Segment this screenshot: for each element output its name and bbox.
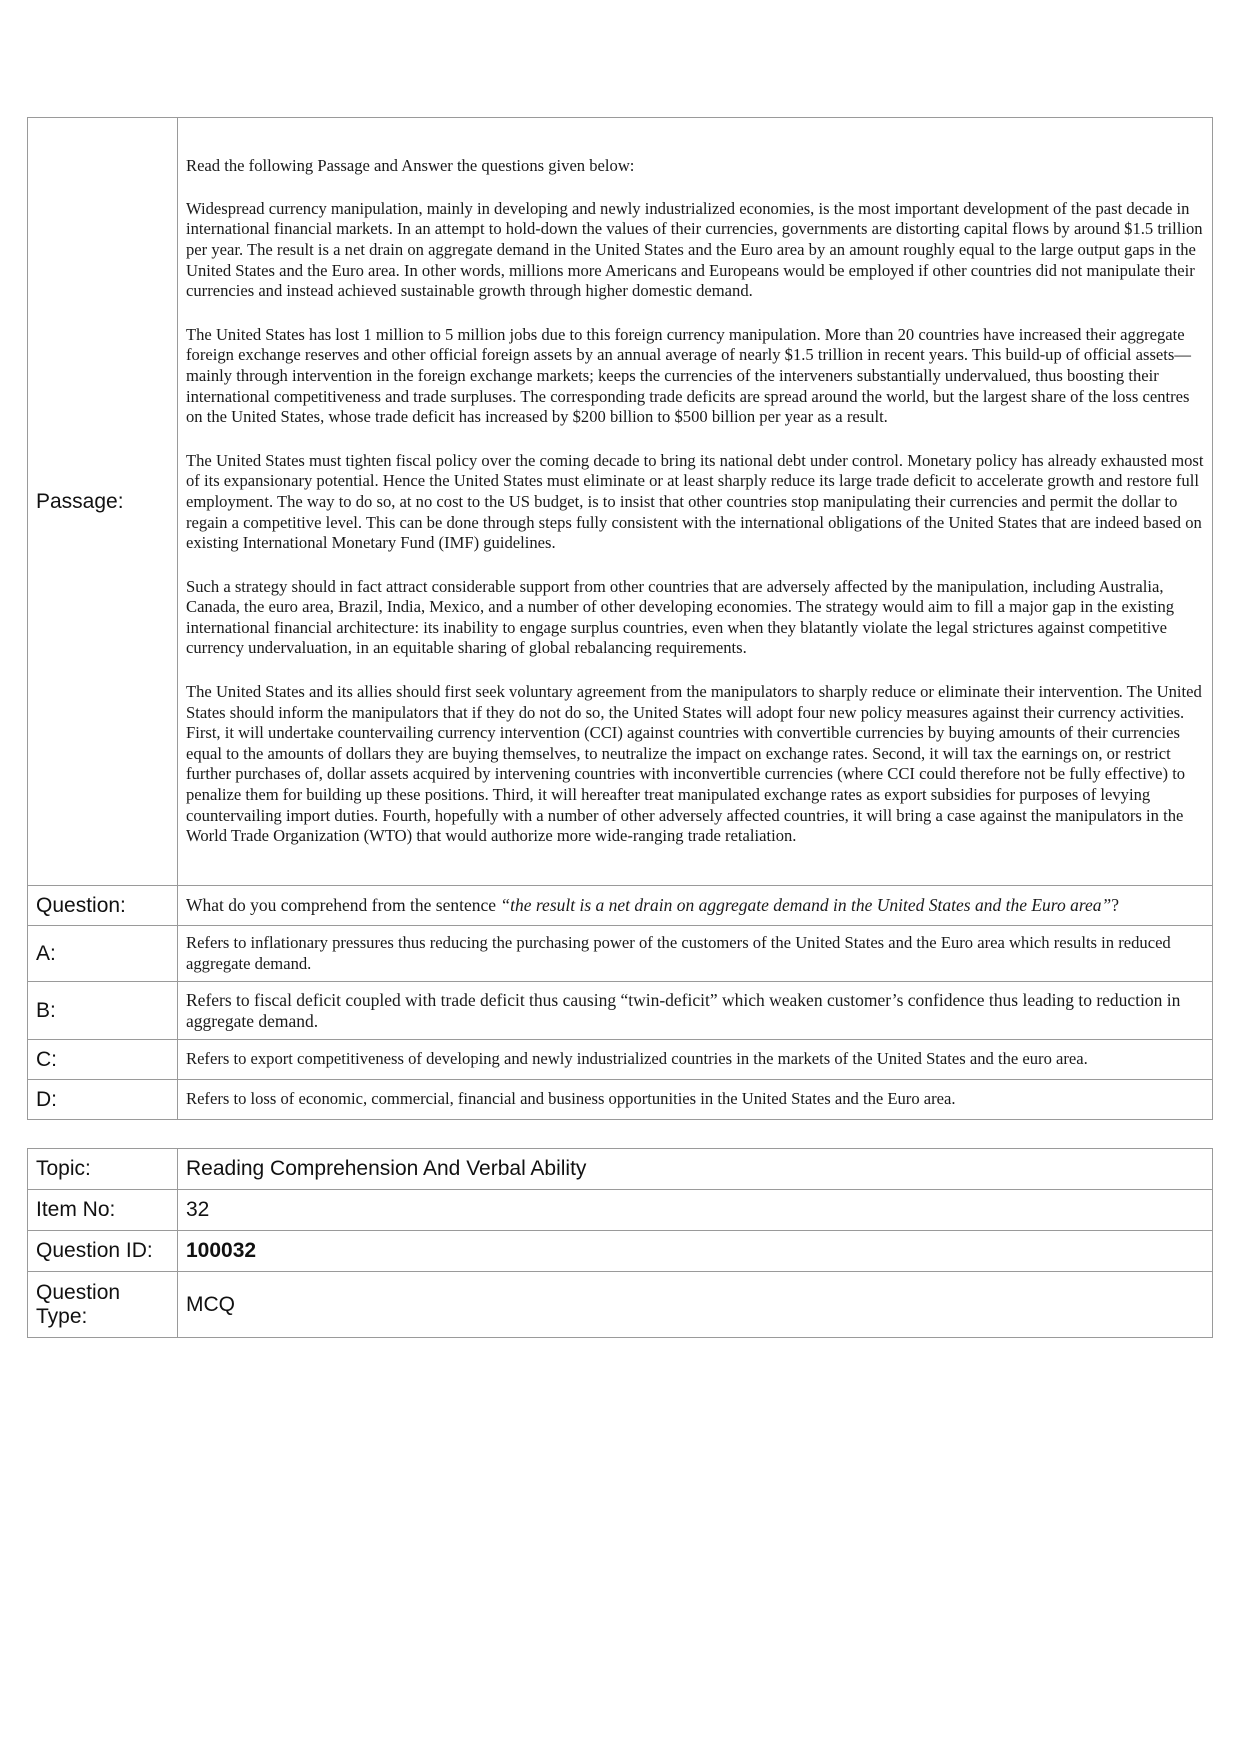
option-row-a [28,926,1213,982]
question-suffix: ? [1111,895,1120,916]
option-row-c [28,1040,1213,1080]
question-label: Question: [28,886,178,926]
option-b-label: B: [28,982,178,1040]
passage-content [178,118,1213,886]
passage-label: Passage: [28,118,178,886]
option-d-text[interactable]: Refers to loss of economic, commercial, financial and business opportunities in the United States and the Euro area. [178,1080,1213,1120]
question-id-row [28,1231,1213,1272]
topic-label: Topic: [28,1149,178,1190]
question-table [27,117,1213,1120]
meta-table [27,1148,1213,1338]
question-type-label: Question Type: [28,1272,178,1338]
question-quote: “the result is a net drain on aggregate demand in the United States and the Euro area” [500,895,1112,916]
passage-row [28,118,1213,886]
option-row-b [28,982,1213,1040]
topic-row [28,1149,1213,1190]
passage-intro: Read the following Passage and Answer the questions given below: [186,156,635,176]
passage-paragraph: The United States has lost 1 million to 5 million jobs due to this foreign currency manipulation. More than 20 countries have increased their aggregate foreign exchange reserves and other official foreign assets by an annual average of nearly $1.5 trillion in recent years. This build-up of official assets—mainly through intervention in the foreign exchange markets; keeps the currencies of the interveners substantially undervalued, thus boosting their international competitiveness and trade surpluses. The corresponding trade deficits are spread around the world, but the largest share of the loss centres on the United States, whose trade deficit has increased by $200 billion to $500 billion per year as a result. [186,324,1191,427]
passage-paragraph: Widespread currency manipulation, mainly in developing and newly industrialized economies, is the most important development of the past decade in international financial markets. In an attempt to hold-down the values of their currencies, governments are distorting capital flows by around $1.5 trillion per year. The result is a net drain on aggregate demand in the United States and the Euro area by an amount roughly equal to the large output gaps in the United States and the Euro area. In other words, millions more Americans and Europeans would be employed if other countries did not manipulate their currencies and instead achieved sustainable growth through higher domestic demand. [186,198,1203,301]
question-id-value: 100032 [178,1231,1213,1272]
question-prefix: What do you comprehend from the sentence [186,895,501,916]
question-id-label: Question ID: [28,1231,178,1272]
question-type-value: MCQ [178,1272,1213,1338]
question-page [27,117,1213,1338]
passage-paragraph: The United States and its allies should first seek voluntary agreement from the manipulators to sharply reduce or eliminate their intervention. The United States should inform the manipulators that if they do not do so, the United States will adopt four new policy measures against their currency activities. First, it will undertake countervailing currency intervention (CCI) against countries with convertible currencies by buying amounts of their currencies equal to the amounts of dollars they are buying themselves, to neutralize the impact on exchange rates. Second, it will tax the earnings on, or restrict further purchases of, dollar assets acquired by intervening countries with inconvertible currencies (where CCI could therefore not be fully effective) to penalize them for building up these positions. Third, it will hereafter treat manipulated exchange rates as export subsidies for purposes of levying countervailing import duties. Fourth, hopefully with a number of other adversely affected countries, it will bring a case against the manipulators in the World Trade Organization (WTO) that would authorize more wide-ranging trade retaliation. [186,682,1202,846]
item-no-label: Item No: [28,1190,178,1231]
option-c-label: C: [28,1040,178,1080]
item-no-value: 32 [178,1190,1213,1231]
topic-value: Reading Comprehension And Verbal Ability [178,1149,1213,1190]
passage-paragraph: The United States must tighten fiscal policy over the coming decade to bring its national debt under control. Monetary policy has already exhausted most of its expansionary potential. Hence the United States must eliminate or at least sharply reduce its large trade deficit to accelerate growth and restore full employment. The way to do so, at no cost to the US budget, is to insist that other countries stop manipulating their currencies and permit the dollar to regain a competitive level. This can be done through steps fully consistent with the international obligations of the United States that are indeed based on existing International Monetary Fund (IMF) guidelines. [186,450,1204,553]
question-type-row [28,1272,1213,1338]
question-row [28,886,1213,926]
question-text [178,886,1213,926]
option-b-text[interactable]: Refers to fiscal deficit coupled with trade deficit thus causing “twin-deficit” which weaken customer’s confidence thus leading to reduction in aggregate demand. [178,982,1213,1040]
option-a-text[interactable]: Refers to inflationary pressures thus reducing the purchasing power of the customers of the United States and the Euro area which results in reduced aggregate demand. [178,926,1213,982]
option-a-label: A: [28,926,178,982]
option-c-text[interactable]: Refers to export competitiveness of developing and newly industrialized countries in the markets of the United States and the euro area. [178,1040,1213,1080]
option-row-d [28,1080,1213,1120]
option-d-label: D: [28,1080,178,1120]
item-no-row [28,1190,1213,1231]
passage-paragraph: Such a strategy should in fact attract considerable support from other countries that are adversely affected by the manipulation, including Australia, Canada, the euro area, Brazil, India, Mexico, and a number of other developing economies. The strategy would aim to fill a major gap in the existing international financial architecture: its inability to engage surplus countries, even when they blatantly violate the legal strictures against competitive currency undervaluation, in an equitable sharing of global rebalancing requirements. [186,576,1175,658]
